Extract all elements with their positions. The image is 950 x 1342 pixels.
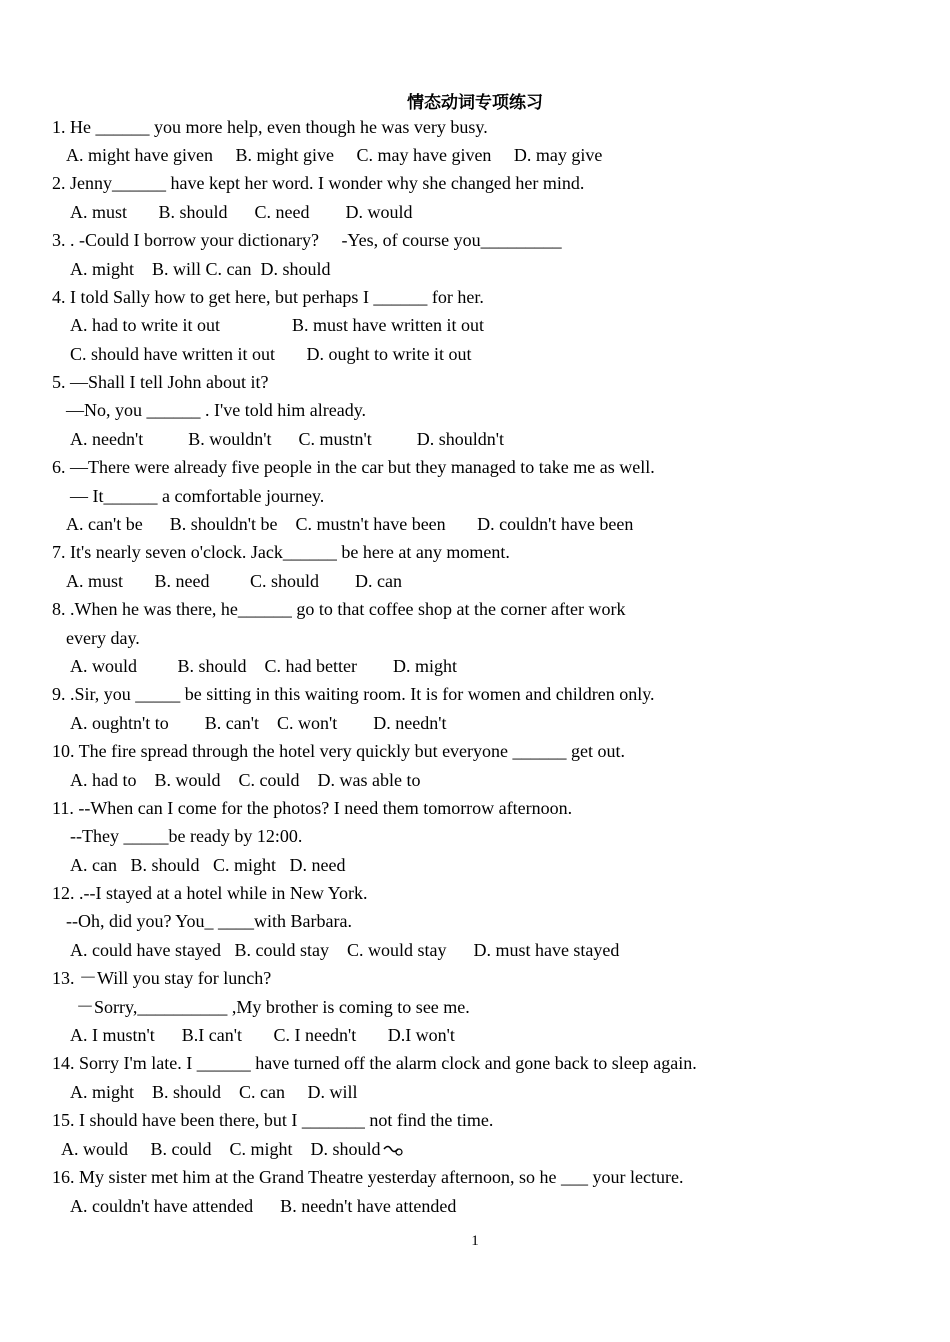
question-3: 3. . -Could I borrow your dictionary? -Yes, of course you_________ — [52, 230, 562, 250]
question-9: 9. .Sir, you _____ be sitting in this waiting room. It is for women and children only. — [52, 684, 655, 704]
question-2-options: A. must B. should C. need D. would — [70, 202, 413, 222]
question-8-options: A. would B. should C. had better D. might — [70, 656, 457, 676]
question-13-options: A. I mustn't B.I can't C. I needn't D.I won't — [70, 1025, 455, 1045]
question-10: 10. The fire spread through the hotel very quickly but everyone ______ get out. — [52, 741, 626, 761]
question-11: 11. --When can I come for the photos? I need them tomorrow afternoon. — [52, 798, 573, 818]
question-4-options-cd: C. should have written it out D. ought to write it out — [70, 344, 472, 364]
question-16: 16. My sister met him at the Grand Theatre yesterday afternoon, so he ___ your lecture. — [52, 1167, 684, 1187]
question-4-options-ab: A. had to write it out B. must have written it out — [70, 315, 484, 335]
question-8: 8. .When he was there, he______ go to that coffee shop at the corner after work — [52, 599, 626, 619]
question-3-options: A. might B. will C. can D. should — [70, 259, 331, 279]
question-12-options: A. could have stayed B. could stay C. would stay D. must have stayed — [70, 940, 620, 960]
question-7: 7. It's nearly seven o'clock. Jack______ be here at any moment. — [52, 542, 510, 562]
question-11-reply: --They _____be ready by 12:00. — [70, 826, 303, 846]
question-5-options: A. needn't B. wouldn't C. mustn't D. shouldn't — [70, 429, 504, 449]
question-1: 1. He ______ you more help, even though he was very busy. — [52, 117, 488, 137]
question-11-options: A. can B. should C. might D. need — [70, 855, 346, 875]
question-16-options: A. couldn't have attended B. needn't have attended — [70, 1196, 457, 1216]
question-7-options: A. must B. need C. should D. can — [66, 571, 402, 591]
squiggle-mark-icon — [382, 1143, 404, 1157]
page-title: 情态动词专项练习 — [407, 93, 543, 113]
question-2: 2. Jenny______ have kept her word. I wonder why she changed her mind. — [52, 173, 585, 193]
question-6-options: A. can't be B. shouldn't be C. mustn't have been D. couldn't have been — [66, 514, 634, 534]
question-13: 13. －Will you stay for lunch? — [52, 968, 272, 988]
question-5-reply: —No, you ______ . I've told him already. — [66, 400, 367, 420]
question-13-reply: －Sorry,__________ ,My brother is coming to see me. — [76, 997, 470, 1017]
question-15-options — [61, 1138, 404, 1160]
question-1-options: A. might have given B. might give C. may have given D. may give — [66, 145, 603, 165]
question-6-reply: — It______ a comfortable journey. — [70, 486, 325, 506]
question-15: 15. I should have been there, but I _______ not find the time. — [52, 1110, 494, 1130]
question-15-options-text: A. would B. could C. might D. should — [61, 1139, 381, 1159]
question-10-options: A. had to B. would C. could D. was able to — [70, 770, 421, 790]
question-8-cont: every day. — [66, 628, 140, 648]
question-14-options: A. might B. should C. can D. will — [70, 1082, 358, 1102]
question-4: 4. I told Sally how to get here, but perhaps I ______ for her. — [52, 287, 484, 307]
question-12: 12. .--I stayed at a hotel while in New York. — [52, 883, 368, 903]
question-12-reply: --Oh, did you? You_ ____with Barbara. — [66, 911, 352, 931]
question-14: 14. Sorry I'm late. I ______ have turned off the alarm clock and gone back to sleep again. — [52, 1053, 697, 1073]
page-number: 1 — [471, 1233, 479, 1249]
question-9-options: A. oughtn't to B. can't C. won't D. needn't — [70, 713, 447, 733]
question-6: 6. —There were already five people in the car but they managed to take me as well. — [52, 457, 655, 477]
question-5: 5. —Shall I tell John about it? — [52, 372, 269, 392]
